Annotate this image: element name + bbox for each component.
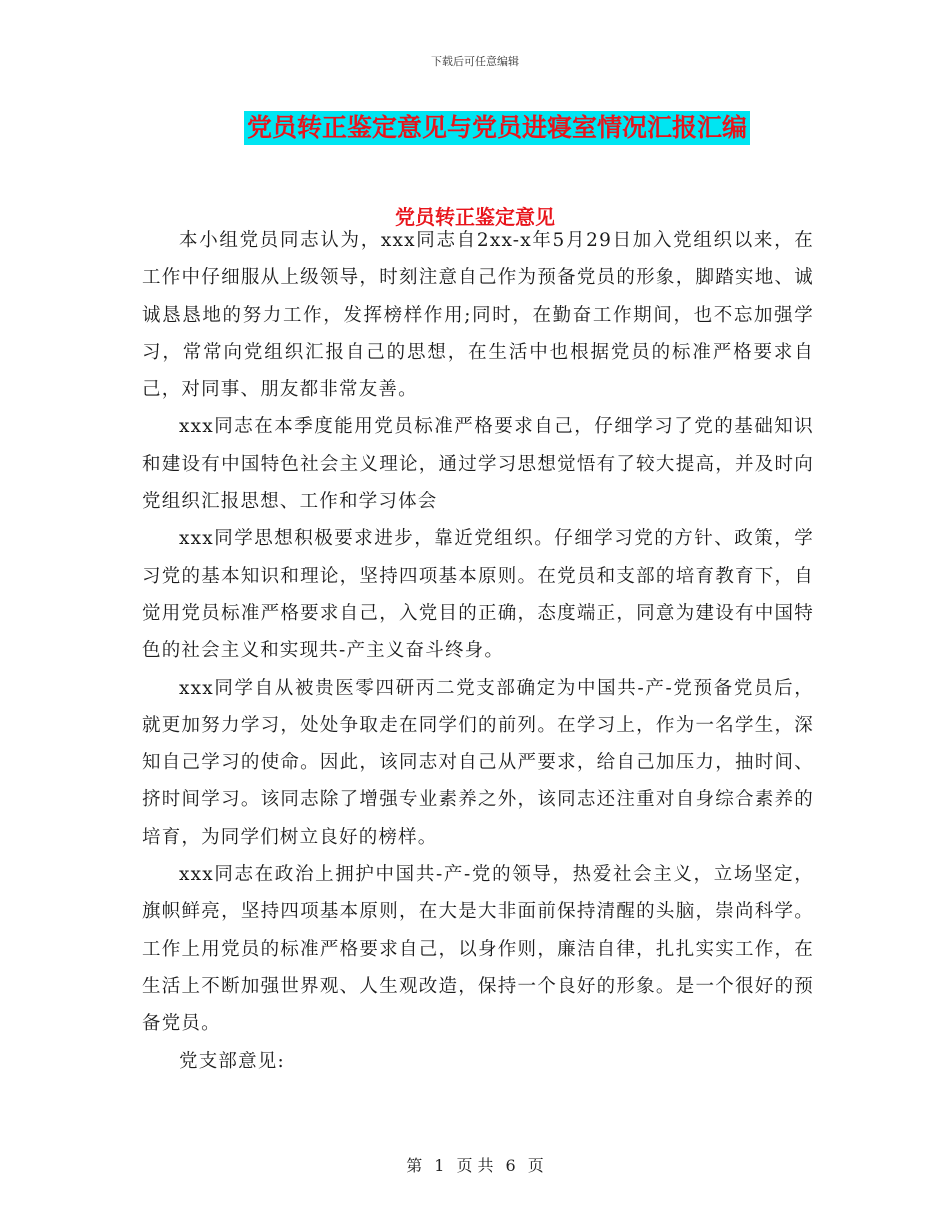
- total-pages: 6: [505, 1156, 516, 1175]
- paragraph: xxx同志在本季度能用党员标准严格要求自己，仔细学习了党的基础知识和建设有中国特色社会主义理论，通过学习思想觉悟有了较大提高，并及时向党组织汇报思想、工作和学习体会: [142, 416, 814, 513]
- paragraph: xxx同志在政治上拥护中国共-产-党的领导，热爱社会主义，立场坚定，旗帜鲜亮，坚持四项基本原则，在大是大非面前保持清醒的头脑，崇尚科学。工作上用党员的标准严格要求自己，以身作则，廉洁自律，扎扎实实工作，在生活上不断加强世界观、人生观改造，保持一个良好的形象。是一个很好的预备党员。: [142, 864, 814, 1035]
- section-title: 党员转正鉴定意见: [395, 205, 555, 229]
- paragraph: xxx同学自从被贵医零四研丙二党支部确定为中国共-产-党预备党员后，就更加努力学习，处处争取走在同学们的前列。在学习上，作为一名学生，深知自己学习的使命。因此，该同志对自己从严要求，给自己加压力，抽时间、挤时间学习。该同志除了增强专业素养之外，该同志还注重对自身综合素养的培育，为同学们树立良好的榜样。: [142, 677, 814, 848]
- footer-middle: 页 共: [456, 1156, 494, 1175]
- paragraph: xxx同学思想积极要求进步，靠近党组织。仔细学习党的方针、政策，学习党的基本知识和理论，坚持四项基本原则。在党员和支部的培育教育下，自觉用党员标准严格要求自己，入党目的正确，态度端正，同意为建设有中国特色的社会主义和实现共-产主义奋斗终身。: [142, 528, 814, 662]
- main-title-container: [0, 111, 950, 145]
- page-footer: [0, 1153, 950, 1176]
- footer-prefix: 第: [406, 1156, 423, 1175]
- header-note: 下载后可任意编辑: [431, 55, 519, 68]
- paragraph: 党支部意见:: [179, 1050, 285, 1072]
- footer-suffix: 页: [527, 1156, 544, 1175]
- page-number: 1: [434, 1156, 445, 1175]
- document-main-title: 党员转正鉴定意见与党员进寝室情况汇报汇编: [244, 111, 750, 145]
- document-body: [142, 222, 814, 1080]
- paragraph: 本小组党员同志认为，xxx同志自2xx-x年5月29日加入党组织以来，在工作中仔细服从上级领导，时刻注意自己作为预备党员的形象，脚踏实地、诚诚恳恳地的努力工作，发挥榜样作用;同时，在勤奋工作期间，也不忘加强学习，常常向党组织汇报自己的思想，在生活中也根据党员的标准严格要求自己，对同事、朋友都非常友善。: [142, 230, 814, 401]
